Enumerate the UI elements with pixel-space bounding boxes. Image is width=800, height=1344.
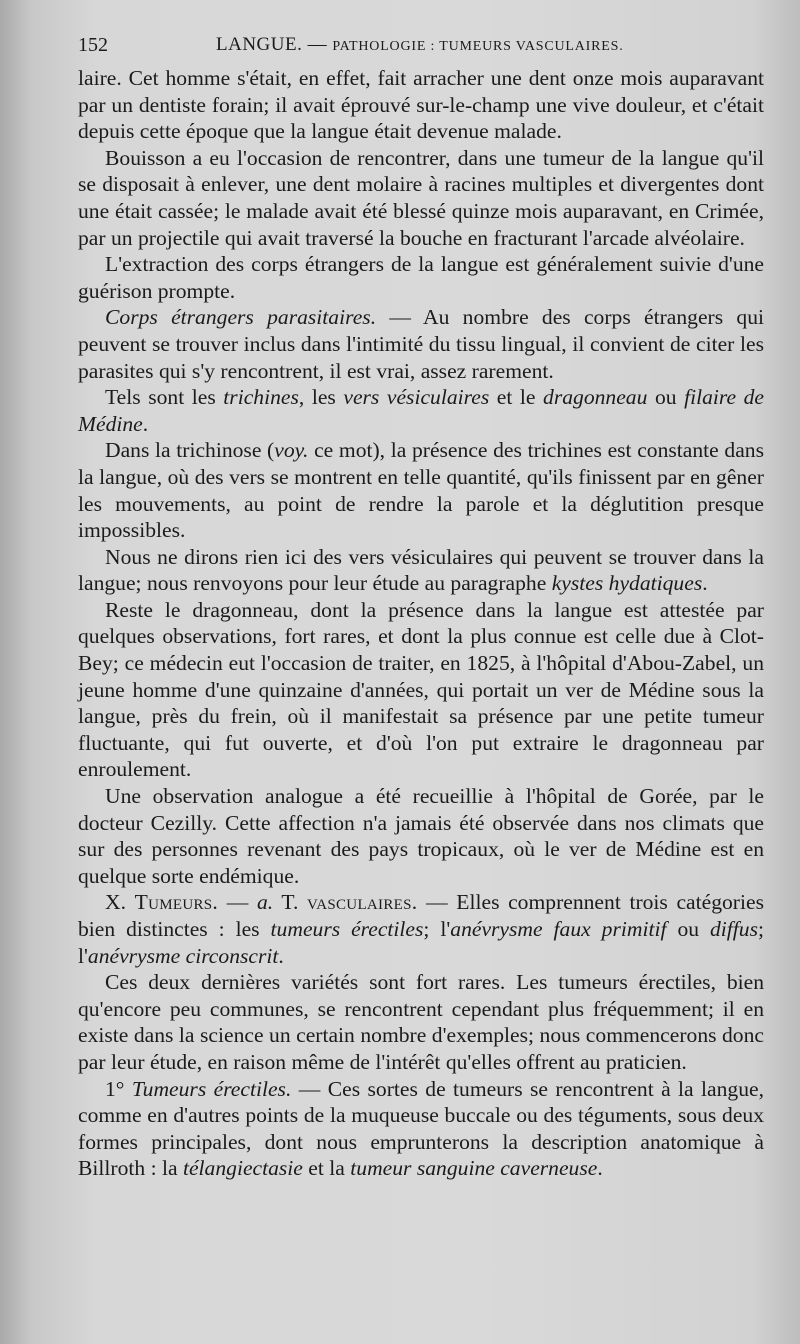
text-run: — Au nombre des corps étrangers qui peuvent se trouver inclus dans l'intimité du tissu lingual, il convient de citer les parasites qui s'y rencontrent, il est vrai, assez rarement. [78, 305, 764, 383]
paragraph: L'extraction des corps étrangers de la langue est généralement suivie d'une guérison prompte. [78, 252, 764, 303]
text-run: ce mot), la présence des trichines est constante dans la langue, où des vers se montrent en telle quantité, qu'ils finissent par en gêner les mouvements, au point de rendre la parole et la déglutition presque impossibles. [78, 438, 764, 543]
italic-term: vers vésiculaires [343, 385, 490, 410]
title-sub: PATHOLOGIE : TUMEURS VASCULAIRES. [332, 39, 624, 54]
paragraph: Reste le dragonneau, dont la présence dans la langue est attestée par quelques observations, fort rares, et dont la plus connue est celle due à Clot-Bey; ce médecin eut l'occasion de traiter, en 1825, à l'hôpital d'Abou-Zabel, un jeune homme d'une quinzaine d'années, qui portait un ver de Médine sous la langue, près du frein, où il manifestait sa présence par une petite tumeur fluctuante, qui fut ouverte, et d'où l'on put extraire le dragonneau par enroulement. [78, 597, 764, 782]
paragraph [78, 544, 764, 597]
text-run: Nous ne dirons rien ici des vers vésiculaires qui peuvent se trouver dans la langue; nous renvoyons pour leur étude au paragraphe [78, 544, 764, 596]
paragraph [78, 304, 764, 384]
italic-term: anévrysme circonscrit [87, 943, 279, 968]
text-run: T. [273, 890, 308, 915]
text-run: 1° [105, 1076, 132, 1101]
paragraph: Bouisson a eu l'occasion de rencontrer, dans une tumeur de la langue qu'il se disposait à enlever, une dent molaire à racines multiples et divergentes dont une était cassée; le malade avait été blessé quinze mois auparavant, en Crimée, par un projectile qui avait traversé la bouche en fracturant l'arcade alvéolaire. [78, 145, 764, 250]
italic-term: dragonneau [543, 385, 648, 410]
text-run: Tels sont les [105, 385, 224, 410]
italic-term: voy. [274, 438, 309, 463]
paragraph: Une observation analogue a été recueillie à l'hôpital de Gorée, par le docteur Cezilly. Cette affection n'a jamais été observée dans nos climats que sur des personnes revenant des pays tropicaux, où le ver de Médine est en quelque sorte endémique. [78, 784, 764, 888]
paragraph [78, 1076, 764, 1182]
text-run: ; l' [423, 917, 451, 941]
italic-term: kystes hydatiques [551, 571, 703, 596]
text-run: Dans la trichinose ( [105, 438, 275, 463]
title-main: LANGUE. [216, 34, 303, 55]
text-run: X. [105, 890, 135, 915]
paragraph [78, 437, 764, 543]
small-caps-heading: vasculaires. [307, 890, 418, 915]
paragraph: Ces deux dernières variétés sont fort rares. Les tumeurs érectiles, bien qu'encore peu communes, se rencontrent cependant plus fréquemment; il en existe dans la science un certain nombre d'exemples; nous commencerons donc par leur étude, en raison même de l'intérêt qu'elles offrent au praticien. [78, 970, 764, 1074]
italic-term: tumeurs érectiles [270, 917, 424, 941]
text-run: — Ces sortes de tumeurs se rencontrent à la langue, comme en d'autres points de la muqueuse buccale ou des téguments, sous deux formes principales, dont nous emprunterons la description anatomique à Billroth : la [78, 1076, 764, 1181]
italic-term: diffus [709, 917, 758, 941]
text-run: — [218, 890, 257, 915]
running-header [78, 32, 764, 62]
section-heading-italic: Corps étrangers parasitaires. [105, 305, 377, 330]
text-run: , les [298, 385, 344, 410]
text-run: et le [489, 385, 544, 410]
italic-term: a. [256, 890, 274, 915]
italic-term: trichines [223, 385, 299, 410]
paragraph: laire. Cet homme s'était, en effet, fait arracher une dent onze mois auparavant par un dentiste forain; il avait éprouvé sur-le-champ une vive douleur, et c'était depuis cette époque que la langue était devenue malade. [78, 66, 764, 144]
text-run: . [142, 411, 149, 436]
paragraph [78, 889, 764, 969]
italic-term: Tumeurs érectiles. [131, 1076, 292, 1101]
text-run: . [597, 1156, 603, 1181]
text-run: . [702, 571, 708, 596]
text-run: — Elles comprennent trois catégories bien distinctes : les [78, 890, 764, 941]
italic-term: filaire de Médine [78, 385, 765, 436]
text-run: et la [302, 1156, 351, 1181]
italic-term: anévrysme faux primitif [450, 917, 667, 941]
text-run: ou [647, 385, 685, 410]
text-run: ou [666, 917, 710, 941]
page-number: 152 [78, 34, 108, 56]
italic-term: télangiectasie [182, 1156, 303, 1181]
text-run: . [278, 943, 284, 968]
body-text [78, 65, 764, 1182]
title-dash: — [307, 34, 328, 55]
running-title [216, 34, 624, 56]
italic-term: tumeur sanguine caverneuse [350, 1156, 598, 1181]
text-run: ; l' [78, 917, 764, 968]
small-caps-heading: Tumeurs. [134, 890, 219, 915]
paragraph [78, 384, 764, 437]
